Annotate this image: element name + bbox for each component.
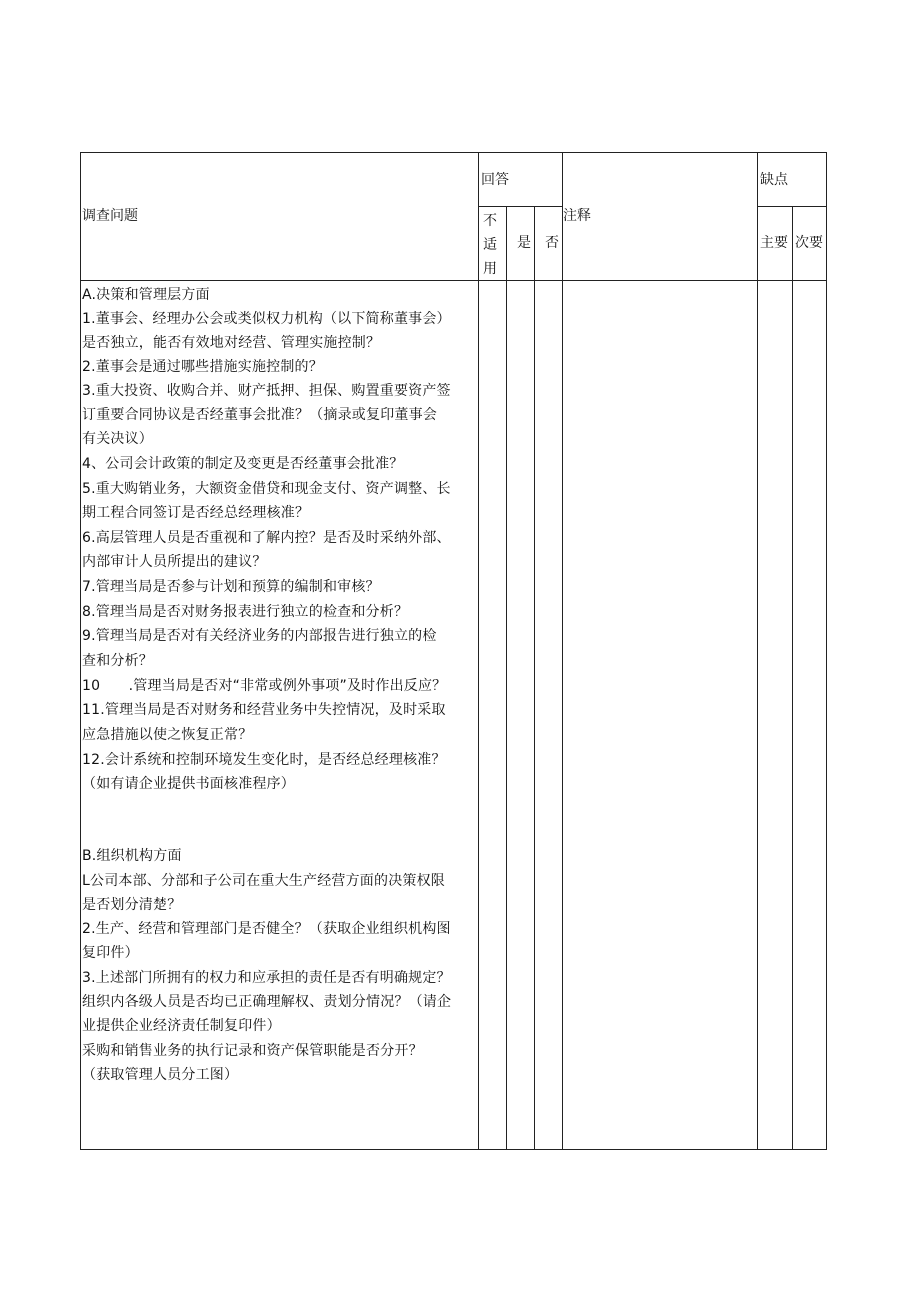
question-line: 3.上述部门所拥有的权力和应承担的责任是否有明确规定？ bbox=[82, 970, 451, 986]
question-line: 1.董事会、经理办公会或类似权力机构（以下简称董事会） bbox=[82, 311, 451, 327]
question-line: 期工程合同签订是否经总经理核准？ bbox=[82, 505, 310, 521]
question-line: L公司本部、分部和子公司在重大生产经营方面的决策权限 bbox=[82, 873, 445, 889]
question-line: 业提供企业经济责任制复印件） bbox=[82, 1018, 281, 1034]
question-line: A.决策和管理层方面 bbox=[82, 287, 210, 303]
question-line: 6.高层管理人员是否重视和了解内控？是否及时采纳外部、 bbox=[82, 530, 451, 546]
column-divider bbox=[478, 152, 479, 1150]
question-line: 3.重大投资、收购合并、财产抵押、担保、购置重要资产签 bbox=[82, 383, 451, 399]
question-line: 应急措施以使之恢复正常？ bbox=[82, 727, 253, 743]
question-line: 4、公司会计政策的制定及变更是否经董事会批准？ bbox=[82, 456, 404, 472]
question-line: 组织内各级人员是否均已正确理解权、责划分情况？（请企 bbox=[82, 994, 452, 1010]
question-line: 复印件） bbox=[82, 945, 139, 961]
header-major: 主要 bbox=[760, 235, 788, 251]
header-defect: 缺点 bbox=[760, 172, 788, 188]
column-divider bbox=[534, 206, 535, 1150]
header-not-applicable-2: 适 bbox=[483, 237, 497, 253]
header-yes: 是 bbox=[517, 235, 531, 251]
question-line: 10 .管理当局是否对“非常或例外事项”及时作出反应？ bbox=[82, 678, 447, 694]
column-divider bbox=[506, 206, 507, 1150]
header-question: 调查问题 bbox=[82, 208, 138, 224]
question-line: 12.会计系统和控制环境发生变化时，是否经总经理核准？ bbox=[82, 752, 446, 768]
header-subdivider bbox=[478, 206, 562, 207]
question-line: 5.重大购销业务，大额资金借贷和现金支付、资产调整、长 bbox=[82, 481, 451, 497]
question-line: （获取管理人员分工图） bbox=[82, 1067, 239, 1083]
question-line: 有关决议） bbox=[82, 431, 153, 447]
question-line: 内部审计人员所提出的建议？ bbox=[82, 554, 267, 570]
question-line: 查和分析？ bbox=[82, 653, 153, 669]
question-line: 是否独立，能否有效地对经营、管理实施控制？ bbox=[82, 335, 381, 351]
header-bottom-line bbox=[80, 280, 827, 281]
question-line: 采购和销售业务的执行记录和资产保管职能是否分开？ bbox=[82, 1043, 423, 1059]
question-line: 2.董事会是通过哪些措施实施控制的？ bbox=[82, 359, 323, 375]
question-line: 11.管理当局是否对财务和经营业务中失控情况，及时采取 bbox=[82, 702, 446, 718]
question-line: 8.管理当局是否对财务报表进行独立的检查和分析？ bbox=[82, 604, 409, 620]
question-line: 9.管理当局是否对有关经济业务的内部报告进行独立的检 bbox=[82, 628, 437, 644]
question-line: 是否划分清楚？ bbox=[82, 897, 182, 913]
header-no: 否 bbox=[545, 235, 559, 251]
header-note: 注释 bbox=[563, 208, 591, 224]
column-divider bbox=[792, 206, 793, 1150]
question-line: B.组织机构方面 bbox=[82, 848, 182, 864]
column-divider bbox=[757, 152, 758, 1150]
question-line: 7.管理当局是否参与计划和预算的编制和审核？ bbox=[82, 579, 380, 595]
header-not-applicable-3: 用 bbox=[483, 261, 497, 277]
question-line: （如有请企业提供书面核准程序） bbox=[82, 776, 295, 792]
header-subdivider bbox=[757, 206, 827, 207]
column-divider bbox=[562, 152, 563, 1150]
question-line: 订重要合同协议是否经董事会批准？（摘录或复印董事会 bbox=[82, 407, 437, 423]
header-not-applicable-1: 不 bbox=[483, 213, 497, 229]
question-line: 2.生产、经营和管理部门是否健全？（获取企业组织机构图 bbox=[82, 921, 451, 937]
header-minor: 次要 bbox=[795, 235, 823, 251]
header-answer: 回答 bbox=[481, 172, 509, 188]
